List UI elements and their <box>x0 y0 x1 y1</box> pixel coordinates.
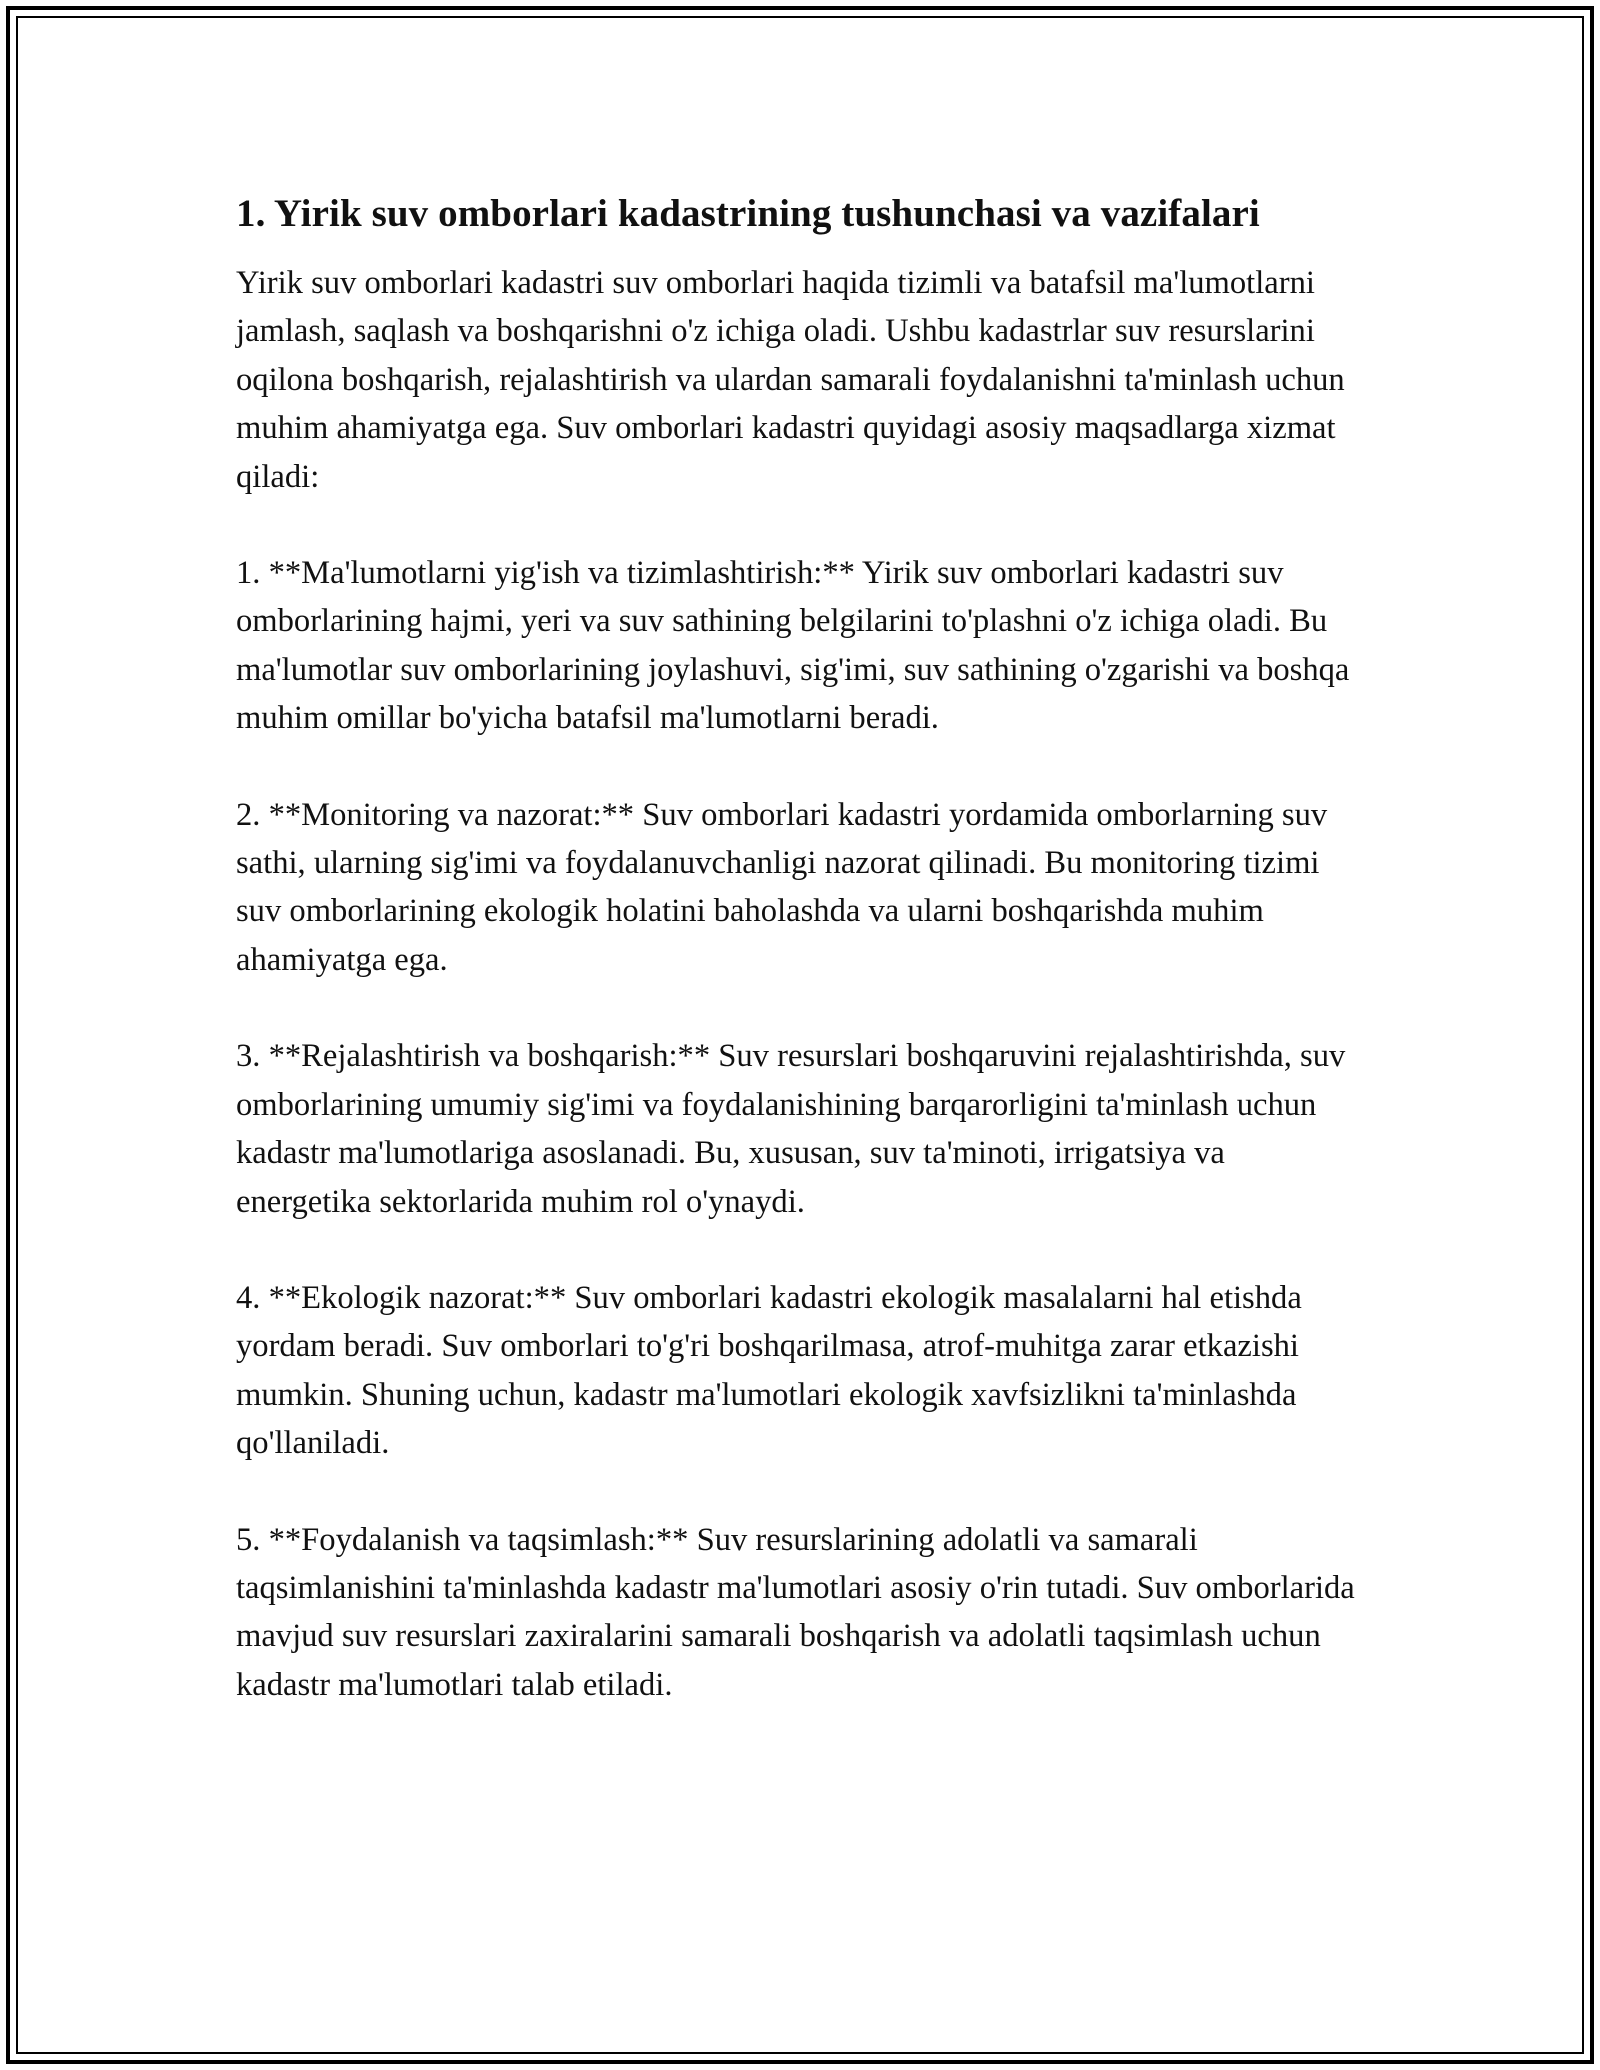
list-item: 1. **Ma'lumotlarni yig'ish va tizimlashtirish:** Yirik suv omborlari kadastri suv omborlarining hajmi, yeri va suv sathining belgilarini to'plashni o'z ichiga oladi. Bu ma'lumotlar suv omborlarining joylashuvi, sig'imi, suv sathining o'zgarishi va boshqa muhim omillar bo'yicha batafsil ma'lumotlarni beradi. <box>236 555 1350 737</box>
intro-paragraph: Yirik suv omborlari kadastri suv omborlari haqida tizimli va batafsil ma'lumotlarni jamlash, saqlash va boshqarishni o'z ichiga oladi. Ushbu kadastrlar suv resurslarini oqilona boshqarish, rejalashtirish va ulardan samarali foydalanishni ta'minlash uchun muhim ahamiyatga ega. Suv omborlari kadastri quyidagi asosiy maqsadlarga xizmat qiladi: <box>236 265 1345 495</box>
document-title: 1. Yirik suv omborlari kadastrining tushunchasi va vazifalari <box>236 192 1260 235</box>
document-body <box>236 186 1366 1757</box>
list-item: 3. **Rejalashtirish va boshqarish:** Suv resurslari boshqaruvini rejalashtirishda, suv omborlarining umumiy sig'imi va foydalanishining barqarorligini ta'minlash uchun kadastr ma'lumotlariga asoslanadi. Bu, xususan, suv ta'minoti, irrigatsiya va energetika sektorlarida muhim rol o'ynaydi. <box>236 1038 1346 1220</box>
list-item: 2. **Monitoring va nazorat:** Suv omborlari kadastri yordamida omborlarning suv sathi, ularning sig'imi va foydalanuvchanligi nazorat qilinadi. Bu monitoring tizimi suv omborlarining ekologik holatini baholashda va ularni boshqarishda muhim ahamiyatga ega. <box>236 796 1328 978</box>
list-item: 4. **Ekologik nazorat:** Suv omborlari kadastri ekologik masalalarni hal etishda yordam beradi. Suv omborlari to'g'ri boshqarilmasa, atrof-muhitga zarar etkazishi mumkin. Shuning uchun, kadastr ma'lumotlari ekologik xavfsizlikni ta'minlashda qo'llaniladi. <box>236 1279 1302 1462</box>
list-item: 5. **Foydalanish va taqsimlash:** Suv resurslarining adolatli va samarali taqsimlanishini ta'minlashda kadastr ma'lumotlari asosiy o'rin tutadi. Suv omborlarida mavjud suv resurslari zaxiralarini samarali boshqarish va adolatli taqsimlash uchun kadastr ma'lumotlari talab etiladi. <box>236 1521 1355 1703</box>
